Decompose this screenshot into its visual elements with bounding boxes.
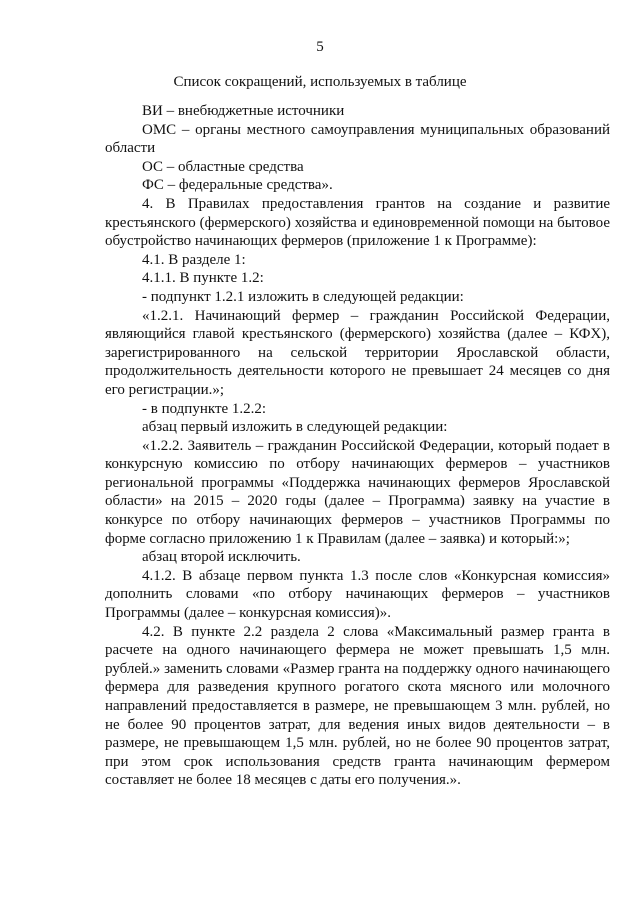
paragraph-item-4-1: 4.1. В разделе 1: [142,251,246,268]
paragraph-subitem-1-2-2-intro: - в подпункте 1.2.2: [142,400,267,417]
paragraph-item-4-1-1: 4.1.1. В пункте 1.2: [142,270,264,287]
paragraph-subitem-1-2-2-text: «1.2.2. Заявитель – гражданин Российской Федерации, который подает в конкурсную комиссию по отбору начинающих фермеров – участников региональной программы «Поддержка начинающих фермеров Ярославской области» на 2015 – 2020 годы (далее – Программа) заявку на участие в конкурсе по отбору начинающих фермеров – участников Программы по форме согласно приложению 1 к Правилам (далее – заявка) и который:»; [105,437,610,547]
paragraph-second-abzac: абзац второй исключить. [142,549,301,566]
paragraph-item-4-2: 4.2. В пункте 2.2 раздела 2 слова «Максимальный размер гранта в расчете на одного начинающего фермера не может превышать 1,5 млн. рублей.» заменить словами «Размер гранта на поддержку одного начинающего фермера для разведения крупного рогатого скота мясного или молочного направлений предоставляется в размере, не превышающем 3 млн. рублей, но не более 90 процентов затрат, для ведения иных видов деятельности – в размере, не превышающем 1,5 млн. рублей, но не более 90 процентов затрат, при этом срок использования средств гранта начинающим фермером составляет не более 18 месяцев с даты его получения.». [105,623,610,789]
paragraph-oms: ОМС – органы местного самоуправления муниципальных образований области [105,121,610,157]
paragraph-item-4-1-2: 4.1.2. В абзаце первом пункта 1.3 после слов «Конкурсная комиссия» дополнить словами «по отбору начинающих фермеров – участников Программы (далее – конкурсная комиссия)». [105,567,610,622]
paragraph-first-abzac: абзац первый изложить в следующей редакции: [142,419,448,436]
paragraph-vi: ВИ – внебюджетные источники [142,103,345,119]
paragraph-item-4: 4. В Правилах предоставления грантов на создание и развитие крестьянского (фермерского) хозяйства и единовременной помощи на бытовое обустройство начинающих фермеров (приложение 1 к Программе): [105,195,610,250]
document-body [105,102,610,790]
abbreviations-title: Список сокращений, используемых в таблице [173,74,467,90]
page-number: 5 [316,39,324,55]
paragraph-subitem-1-2-1-intro: - подпункт 1.2.1 изложить в следующей редакции: [142,288,464,305]
paragraph-subitem-1-2-1-text: «1.2.1. Начинающий фермер – гражданин Российской Федерации, являющийся главой крестьянского (фермерского) хозяйства (далее – КФХ), зарегистрированного на сельской территории Ярославской области, продолжительность деятельности которого не превышает 24 месяцев со дня его регистрации.»; [105,307,610,398]
paragraph-fs: ФС – федеральные средства». [142,177,333,194]
paragraph-os: ОС – областные средства [142,158,304,175]
